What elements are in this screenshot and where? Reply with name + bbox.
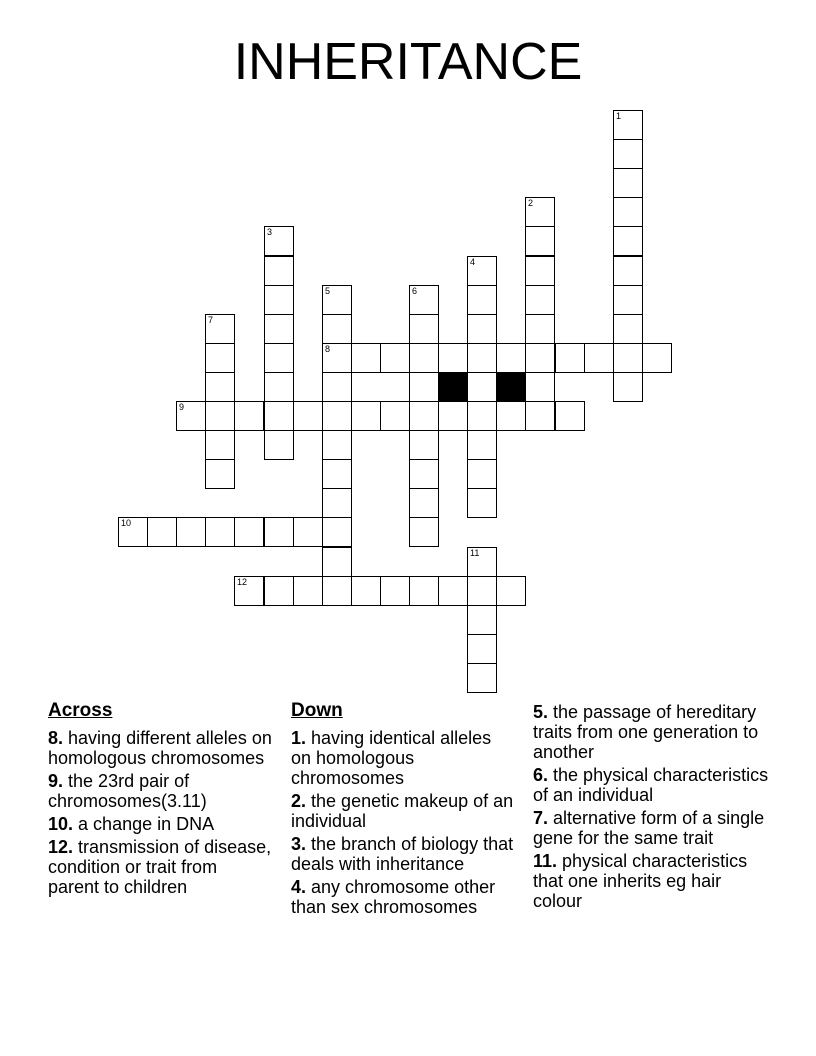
clue-number: 2 (528, 198, 534, 208)
grid-cell[interactable] (234, 401, 264, 431)
grid-cell[interactable] (525, 197, 555, 227)
clue-number: 3 (267, 227, 273, 237)
clue-number: 5 (325, 286, 331, 296)
grid-cell[interactable] (176, 517, 206, 547)
clue-text: alternative form of a single gene for the same trait (533, 808, 765, 848)
grid-cell[interactable] (322, 576, 352, 606)
grid-cell[interactable] (380, 401, 410, 431)
grid-cell[interactable] (613, 314, 643, 344)
grid-cell[interactable] (322, 517, 352, 547)
grid-cell[interactable] (613, 343, 643, 373)
clue-number: 7 (208, 315, 214, 325)
grid-cell[interactable] (264, 314, 294, 344)
clue-text: physical characteristics that one inherits eg hair colour (533, 851, 748, 911)
grid-cell[interactable] (467, 576, 497, 606)
grid-cell[interactable] (380, 576, 410, 606)
grid-cell[interactable] (409, 430, 439, 460)
down-column (291, 700, 516, 920)
grid-cell[interactable] (264, 430, 294, 460)
grid-cell[interactable] (322, 488, 352, 518)
clue-text: the physical characteristics of an individual (533, 765, 769, 805)
grid-cell[interactable] (351, 401, 381, 431)
grid-cell[interactable] (467, 285, 497, 315)
clue-number-label: 11. (533, 851, 558, 871)
clue-item (48, 814, 273, 834)
clue-item (291, 834, 516, 874)
grid-cell[interactable] (409, 285, 439, 315)
grid-cell[interactable] (409, 372, 439, 402)
grid-cell[interactable] (467, 634, 497, 664)
grid-cell[interactable] (613, 197, 643, 227)
grid-cell[interactable] (613, 139, 643, 169)
clue-text: a change in DNA (78, 814, 215, 834)
clue-text: the passage of hereditary traits from one generation to another (533, 702, 759, 762)
clue-item (291, 728, 516, 788)
clue-number: 6 (412, 286, 418, 296)
down-heading: Down (291, 700, 343, 721)
grid-cell[interactable] (205, 401, 235, 431)
grid-cell[interactable] (555, 401, 585, 431)
clue-number-label: 9. (48, 771, 64, 791)
grid-cell[interactable] (409, 459, 439, 489)
grid-cell[interactable] (525, 401, 555, 431)
clue-number: 8 (325, 344, 331, 354)
grid-cell[interactable] (322, 459, 352, 489)
clue-number: 10 (121, 518, 132, 528)
clue-number-label: 6. (533, 765, 549, 785)
grid-cell[interactable] (205, 372, 235, 402)
clue-number-label: 2. (291, 791, 307, 811)
grid-cell[interactable] (409, 343, 439, 373)
grid-cell[interactable] (467, 401, 497, 431)
grid-cell[interactable] (496, 576, 526, 606)
grid-cell[interactable] (205, 343, 235, 373)
clue-number: 12 (237, 577, 248, 587)
grid-cell[interactable] (322, 547, 352, 577)
grid-cell[interactable] (438, 401, 468, 431)
grid-cell[interactable] (205, 517, 235, 547)
clue-number: 11 (470, 548, 480, 558)
grid-cell[interactable] (409, 314, 439, 344)
clue-text: the 23rd pair of chromosomes(3.11) (48, 771, 207, 811)
clue-item (291, 877, 516, 917)
grid-cell[interactable] (322, 430, 352, 460)
grid-cell[interactable] (322, 314, 352, 344)
grid-cell[interactable] (264, 401, 294, 431)
grid-cell[interactable] (555, 343, 585, 373)
grid-cell[interactable] (642, 343, 672, 373)
clue-text: having identical alleles on homologous chromosomes (291, 728, 492, 788)
grid-cell[interactable] (438, 343, 468, 373)
grid-cell[interactable] (322, 372, 352, 402)
grid-cell[interactable] (409, 576, 439, 606)
clue-number: 4 (470, 257, 476, 267)
grid-cell[interactable] (176, 401, 206, 431)
grid-cell[interactable] (293, 401, 323, 431)
grid-cell[interactable] (525, 372, 555, 402)
clue-text: having different alleles on homologous chromosomes (48, 728, 272, 768)
clue-item (291, 791, 516, 831)
grid-cell[interactable] (234, 517, 264, 547)
grid-cell[interactable] (147, 517, 177, 547)
grid-cell[interactable] (205, 314, 235, 344)
grid-cell[interactable] (351, 343, 381, 373)
grid-cell[interactable] (496, 343, 526, 373)
grid-cell[interactable] (613, 226, 643, 256)
grid-cell[interactable] (467, 605, 497, 635)
clue-number-label: 7. (533, 808, 549, 828)
clue-number-label: 1. (291, 728, 307, 748)
clue-number-label: 12. (48, 837, 74, 857)
clue-item (48, 771, 273, 811)
grid-cell[interactable] (205, 459, 235, 489)
clue-number-label: 5. (533, 702, 549, 722)
puzzle-title: INHERITANCE (233, 33, 583, 91)
grid-cell[interactable] (234, 576, 264, 606)
blocked-cell (438, 372, 468, 402)
grid-cell[interactable] (264, 285, 294, 315)
grid-cell[interactable] (293, 517, 323, 547)
grid-cell[interactable] (293, 576, 323, 606)
across-column (48, 700, 273, 900)
blocked-cell (496, 372, 526, 402)
grid-cell[interactable] (613, 256, 643, 286)
grid-cell[interactable] (322, 285, 352, 315)
clue-item (533, 702, 773, 762)
clue-number-label: 3. (291, 834, 307, 854)
grid-cell[interactable] (525, 314, 555, 344)
clue-item (48, 837, 273, 897)
across-heading: Across (48, 700, 113, 721)
grid-cell[interactable] (584, 343, 614, 373)
down-column-continued (533, 702, 773, 914)
grid-cell[interactable] (467, 663, 497, 693)
grid-cell[interactable] (467, 372, 497, 402)
grid-cell[interactable] (409, 517, 439, 547)
grid-cell[interactable] (205, 430, 235, 460)
grid-cell[interactable] (525, 285, 555, 315)
grid-cell[interactable] (613, 110, 643, 140)
clue-text: transmission of disease, condition or trait from parent to children (48, 837, 272, 897)
grid-cell[interactable] (380, 343, 410, 373)
grid-cell[interactable] (409, 488, 439, 518)
grid-cell[interactable] (467, 343, 497, 373)
clue-text: any chromosome other than sex chromosomes (291, 877, 496, 917)
grid-cell[interactable] (467, 547, 497, 577)
grid-cell[interactable] (525, 226, 555, 256)
clue-number-label: 8. (48, 728, 64, 748)
grid-cell[interactable] (613, 285, 643, 315)
grid-cell[interactable] (264, 226, 294, 256)
grid-cell[interactable] (613, 372, 643, 402)
grid-cell[interactable] (613, 168, 643, 198)
grid-cell[interactable] (467, 256, 497, 286)
grid-cell[interactable] (264, 372, 294, 402)
grid-cell[interactable] (467, 459, 497, 489)
down-clue-list-continued (533, 702, 773, 911)
clue-text: the branch of biology that deals with inheritance (291, 834, 514, 874)
clue-number: 9 (179, 402, 185, 412)
grid-cell[interactable] (264, 343, 294, 373)
down-clue-list (291, 728, 516, 917)
across-clue-list (48, 728, 273, 897)
grid-cell[interactable] (322, 401, 352, 431)
grid-cell[interactable] (264, 576, 294, 606)
clue-number-label: 4. (291, 877, 307, 897)
grid-cell[interactable] (118, 517, 148, 547)
grid-cell[interactable] (264, 256, 294, 286)
grid-cell[interactable] (467, 488, 497, 518)
grid-cell[interactable] (264, 517, 294, 547)
grid-cell[interactable] (467, 314, 497, 344)
grid-cell[interactable] (438, 576, 468, 606)
grid-cell[interactable] (409, 401, 439, 431)
grid-cell[interactable] (322, 343, 352, 373)
clue-item (48, 728, 273, 768)
clue-item (533, 808, 773, 848)
grid-cell[interactable] (496, 401, 526, 431)
clue-item (533, 765, 773, 805)
grid-cell[interactable] (525, 256, 555, 286)
grid-cell[interactable] (467, 430, 497, 460)
clue-item (533, 851, 773, 911)
grid-cell[interactable] (351, 576, 381, 606)
grid-cell[interactable] (525, 343, 555, 373)
clue-number-label: 10. (48, 814, 74, 834)
clue-text: the genetic makeup of an individual (291, 791, 514, 831)
clue-number: 1 (616, 111, 622, 121)
